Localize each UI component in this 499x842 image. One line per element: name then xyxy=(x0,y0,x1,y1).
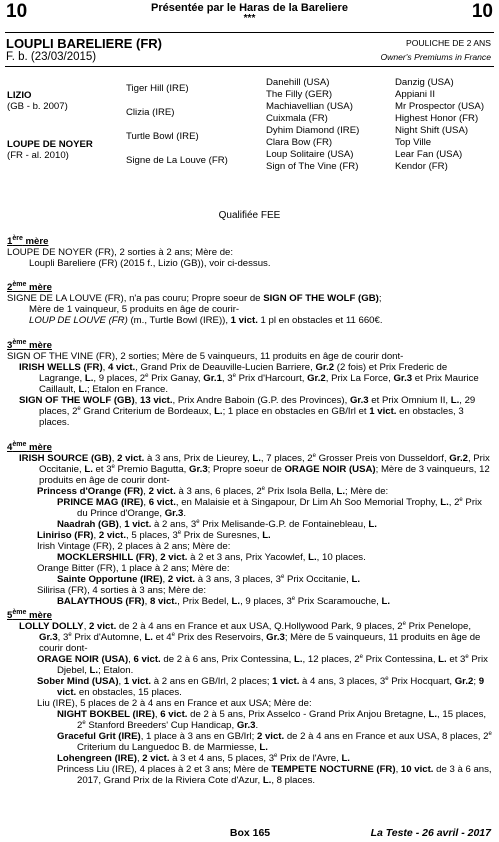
first-dam-section xyxy=(7,236,493,269)
fifth-dam-section xyxy=(7,610,493,786)
section-heading: 1ère mère xyxy=(7,234,49,247)
produce-entry: Irish Vintage (FR), 2 places à 2 ans; Mère de: xyxy=(37,541,231,552)
gen3-ancestor: Danehill (USA) xyxy=(266,77,330,88)
stars: *** xyxy=(243,13,256,24)
produce-entry: Sainte Opportune (IRE), 2 vict. à 3 ans, 3 places, 3e Prix Occitanie, L. xyxy=(57,573,361,585)
section-heading: 2ème mère xyxy=(7,280,52,293)
gen3-ancestor: The Filly (GER) xyxy=(266,89,333,100)
produce-entry: ORAGE NOIR (USA), 6 vict. de 2 à 6 ans, Prix Contessina, L., 12 places, 2e Prix Contessina, L. et 3e Prix Djebel, L.; Etalon. xyxy=(37,653,488,676)
gen3-ancestor: Dyhim Diamond (IRE) xyxy=(266,125,360,136)
dam-entry: SIGN OF THE VINE (FR), 2 sorties; Mère de 5 vainqueurs, 11 produits en âge de courir dont- xyxy=(7,351,404,362)
produce-entry: LOLLY DOLLY, 2 vict. de 2 à 4 ans en France et aux USA, Q.Hollywood Park, 9 places, 2e Prix Penelope, Gr.3, 3e Prix d'Automne, L. et 4e Prix des Reservoirs, Gr.3; Mère de 5 vainqueurs, 11 produits en âge de courir dont- xyxy=(19,620,481,654)
section-heading: 5ème mère xyxy=(7,608,52,621)
produce-entry: PRINCE MAG (IRE), 6 vict., en Malaisie et à Singapour, Dr Lim Ah Soo Memorial Trophy, L., 2e Prix du Prince d'Orange, Gr.3. xyxy=(57,496,482,519)
produce-entry: Princess d'Orange (FR), 2 vict. à 3 ans, 6 places, 2e Prix Isola Bella, L.; Mère de: xyxy=(37,485,389,497)
pedigree-rule xyxy=(5,66,494,67)
produce-entry: IRISH WELLS (FR), 4 vict., Grand Prix de Deauville-Lucien Barriere, Gr.2 (2 fois) et Prix Frederic de Lagrange, L., 9 places, 2e Prix Ganay, Gr.1, 3e Prix d'Harcourt, Gr.2, Prix La Force, Gr.3 et Prix Maurice Caillault, L.; Etalon en France. xyxy=(19,362,479,395)
produce-entry: Princess Liu (IRE), 4 places à 2 et 3 ans; Mère de TEMPETE NOCTURNE (FR), 10 vict. de 3 à 6 ans, 2017, Grand Prix de la Riviera Cote d'Azur, L., 8 places. xyxy=(57,764,492,786)
produce-entry: Liniriso (FR), 2 vict., 5 places, 3e Prix de Suresnes, L. xyxy=(37,529,271,541)
gen4-ancestor: Highest Honor (FR) xyxy=(395,113,479,124)
sex-age: POULICHE DE 2 ANS xyxy=(405,38,491,48)
sire-name: LIZIO xyxy=(7,90,32,101)
dam-entry-cont: Mère de 1 vainqueur, 5 produits en âge de courir- xyxy=(29,304,240,315)
gen3-ancestor: Loup Solitaire (USA) xyxy=(266,149,354,160)
produce-entry: Sober Mind (USA), 1 vict. à 2 ans en GB/Irl, 2 places; 1 vict. à 4 ans, 3 places, 3e Prix Hocquart, Gr.2; 9 vict. en obstacles, 15 places. xyxy=(37,675,485,698)
sire-info: (GB - b. 2007) xyxy=(7,101,68,112)
second-dam-section xyxy=(7,282,493,326)
gen4-ancestor: Top Ville xyxy=(395,137,432,148)
produce-entry: MOCKLERSHILL (FR), 2 vict. à 2 et 3 ans, Prix Yacowlef, L., 10 places. xyxy=(57,552,366,563)
dam-name: LOUPE DE NOYER xyxy=(7,139,93,150)
dam-info: (FR - al. 2010) xyxy=(7,150,69,161)
gen2-ancestor: Signe de La Louve (FR) xyxy=(126,155,228,166)
gen4-ancestor: Lear Fan (USA) xyxy=(395,149,463,160)
gen3-ancestor: Sign of The Vine (FR) xyxy=(266,161,359,172)
gen4-ancestor: Mr Prospector (USA) xyxy=(395,101,485,112)
produce-entry: Orange Bitter (FR), 1 place à 2 ans; Mère de: xyxy=(37,563,230,574)
box-number: Box 165 xyxy=(229,827,271,839)
horse-name: LOUPLI BARELIERE (FR) xyxy=(6,36,162,51)
gen4-ancestor: Kendor (FR) xyxy=(395,161,448,172)
third-dam-section xyxy=(7,340,493,428)
lot-number-right: 10 xyxy=(471,1,493,22)
gen3-ancestor: Cuixmala (FR) xyxy=(266,113,328,124)
produce-entry: Naadrah (GB), 1 vict. à 2 ans, 3e Prix Melisande-G.P. de Fontainebleau, L. xyxy=(57,518,377,530)
gen2-ancestor: Tiger Hill (IRE) xyxy=(126,83,189,94)
gen4-ancestor: Night Shift (USA) xyxy=(395,125,469,136)
lot-number-left: 10 xyxy=(6,1,28,22)
section-heading: 3ème mère xyxy=(7,338,52,351)
consignor-line: Présentée par le Haras de la Bareliere xyxy=(151,2,348,14)
produce-entry: Graceful Grit (IRE), 1 place à 3 ans en GB/Irl; 2 vict. de 2 à 4 ans en France et aux USA, 8 places, 2e Criterium du Languedoc B. de Marmiesse, L. xyxy=(57,730,492,753)
fourth-dam-section xyxy=(7,442,493,607)
qualification: Qualifiée FEE xyxy=(218,210,281,221)
produce-entry: IRISH SOURCE (GB), 2 vict. à 3 ans, Prix de Lieurey, L., 7 places, 2e Grosser Preis von Dusseldorf, Gr.2, Prix Occitanie, L. et 3e Premio Bagutta, Gr.3; Propre soeur de ORAGE NOIR (USA); Mère de 3 vainqueurs, 12 produits en âge de courir dont- xyxy=(19,452,490,486)
produce-entry: Silirisa (FR), 4 sorties à 3 ans; Mère de: xyxy=(37,585,207,596)
gen3-ancestor: Machiavellian (USA) xyxy=(266,101,353,112)
produce-entry: Lohengreen (IRE), 2 vict. à 3 et 4 ans, 5 places, 3e Prix de l'Avre, L. xyxy=(57,752,350,764)
sale-event: La Teste - 26 avril - 2017 xyxy=(370,827,491,839)
owners-premiums: Owner's Premiums in France xyxy=(380,52,491,62)
header-rule xyxy=(5,32,494,33)
produce-entry: Liu (IRE), 5 places de 2 à 4 ans en France et aux USA; Mère de: xyxy=(37,698,312,709)
horse-info: F. b. (23/03/2015) xyxy=(6,51,97,63)
produce-entry: SIGN OF THE WOLF (GB), 13 vict., Prix Andre Baboin (G.P. des Provinces), Gr.3 et Prix Omnium II, L., 29 places, 2e Grand Criterium de Bordeaux, L.; 1 place en obstacles en GB/Irl et 1 vict. en obstacles, 3 places. xyxy=(19,395,476,428)
gen4-ancestor: Danzig (USA) xyxy=(395,77,454,88)
gen2-ancestor: Clizia (IRE) xyxy=(126,107,175,118)
gen4-ancestor: Appiani II xyxy=(395,89,436,100)
produce-entry: LOUP DE LOUVE (FR) (m., Turtle Bowl (IRE)), 1 vict. 1 pl en obstacles et 11 660€. xyxy=(29,315,383,326)
produce-entry: NIGHT BOKBEL (IRE), 6 vict. de 2 à 5 ans, Prix Asselco - Grand Prix Anjou Bretagne, L., 15 places, 2e Stanford Breeders' Cup Handicap, Gr.3. xyxy=(57,709,487,731)
gen3-ancestor: Clara Bow (FR) xyxy=(266,137,333,148)
dam-entry: LOUPE DE NOYER (FR), 2 sorties à 2 ans; Mère de: xyxy=(7,247,234,258)
section-heading: 4ème mère xyxy=(7,440,52,453)
produce-entry: Loupli Bareliere (FR) (2015 f., Lizio (GB)), voir ci-dessus. xyxy=(29,258,271,269)
dam-entry: SIGNE DE LA LOUVE (FR), n'a pas couru; Propre soeur de SIGN OF THE WOLF (GB); xyxy=(7,293,382,304)
produce-entry: BALAYTHOUS (FR), 8 vict., Prix Bedel, L., 9 places, 3e Prix Scaramouche, L. xyxy=(57,595,391,607)
gen2-ancestor: Turtle Bowl (IRE) xyxy=(126,131,199,142)
